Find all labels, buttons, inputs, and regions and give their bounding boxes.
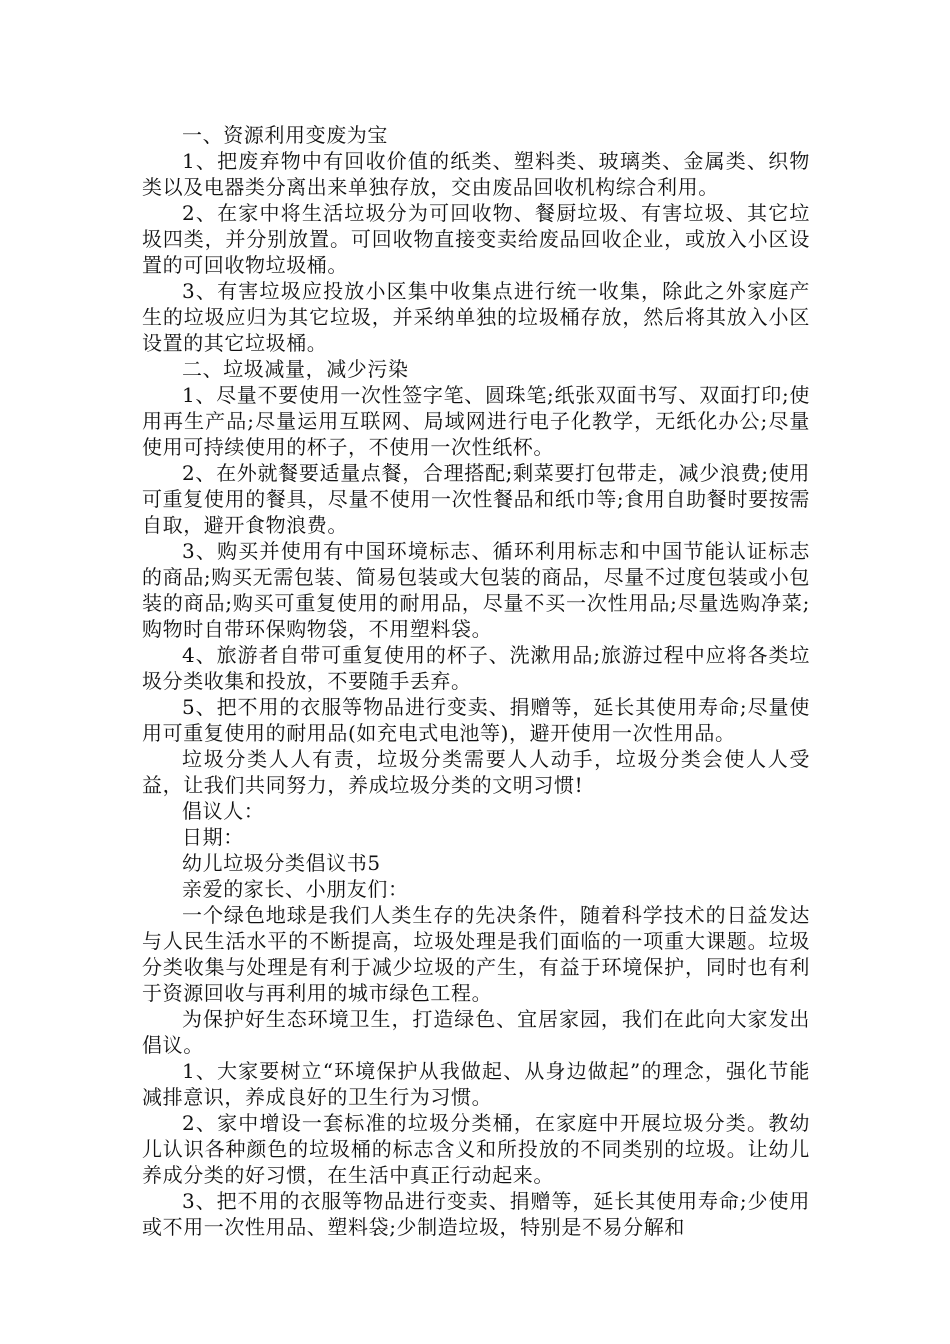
document-body — [142, 122, 810, 1240]
paragraph: 1、大家要树立“环境保护从我做起、从身边做起”的理念，强化节能减排意识，养成良好的卫生行为习惯。 — [142, 1059, 810, 1109]
paragraph: 5、把不用的衣服等物品进行变卖、捐赠等，延长其使用寿命;尽量使用可重复使用的耐用品(如充电式电池等)，避开使用一次性用品。 — [142, 695, 810, 745]
paragraph: 3、有害垃圾应投放小区集中收集点进行统一收集，除此之外家庭产生的垃圾应归为其它垃圾，并采纳单独的垃圾桶存放，然后将其放入小区设置的其它垃圾桶。 — [142, 279, 810, 355]
document-title: 幼儿垃圾分类倡议书5 — [182, 851, 381, 875]
signature-proposer: 倡议人： — [182, 799, 265, 823]
section-heading-waste-reduction: 二、垃圾减量，减少污染 — [182, 357, 409, 381]
paragraph: 3、把不用的衣服等物品进行变卖、捐赠等，延长其使用寿命;少使用或不用一次性用品、塑料袋;少制造垃圾，特别是不易分解和 — [142, 1189, 810, 1239]
section-heading-resource-reuse: 一、资源利用变废为宝 — [182, 123, 388, 147]
paragraph: 一个绿色地球是我们人类生存的先决条件，随着科学技术的日益发达与人民生活水平的不断提高，垃圾处理是我们面临的一项重大课题。垃圾分类收集与处理是有利于减少垃圾的产生，有益于环境保护，同时也有利于资源回收与再利用的城市绿色工程。 — [142, 903, 810, 1005]
salutation: 亲爱的家长、小朋友们： — [182, 877, 409, 901]
paragraph: 1、把废弃物中有回收价值的纸类、塑料类、玻璃类、金属类、织物类以及电器类分离出来单独存放，交由废品回收机构综合利用。 — [142, 149, 810, 199]
paragraph: 为保护好生态环境卫生，打造绿色、宜居家园，我们在此向大家发出倡议。 — [142, 1007, 810, 1057]
signature-date: 日期： — [182, 825, 244, 849]
paragraph: 垃圾分类人人有责，垃圾分类需要人人动手，垃圾分类会使人人受益，让我们共同努力，养成垃圾分类的文明习惯! — [142, 747, 810, 797]
paragraph: 1、尽量不要使用一次性签字笔、圆珠笔;纸张双面书写、双面打印;使用再生产品;尽量运用互联网、局域网进行电子化教学，无纸化办公;尽量使用可持续使用的杯子，不使用一次性纸杯。 — [142, 383, 810, 459]
paragraph: 3、购买并使用有中国环境标志、循环利用标志和中国节能认证标志的商品;购买无需包装、简易包装或大包装的商品，尽量不过度包装或小包装的商品;购买可重复使用的耐用品，尽量不买一次性用品;尽量选购净菜;购物时自带环保购物袋，不用塑料袋。 — [142, 539, 810, 641]
paragraph: 2、家中增设一套标准的垃圾分类桶，在家庭中开展垃圾分类。教幼儿认识各种颜色的垃圾桶的标志含义和所投放的不同类别的垃圾。让幼儿养成分类的好习惯，在生活中真正行动起来。 — [142, 1111, 810, 1187]
paragraph: 2、在外就餐要适量点餐，合理搭配;剩菜要打包带走，减少浪费;使用可重复使用的餐具，尽量不使用一次性餐品和纸巾等;食用自助餐时要按需自取，避开食物浪费。 — [142, 461, 810, 537]
paragraph: 2、在家中将生活垃圾分为可回收物、餐厨垃圾、有害垃圾、其它垃圾四类，并分别放置。可回收物直接变卖给废品回收企业，或放入小区设置的可回收物垃圾桶。 — [142, 201, 810, 277]
paragraph: 4、旅游者自带可重复使用的杯子、洗漱用品;旅游过程中应将各类垃圾分类收集和投放，不要随手丢弃。 — [142, 643, 810, 693]
